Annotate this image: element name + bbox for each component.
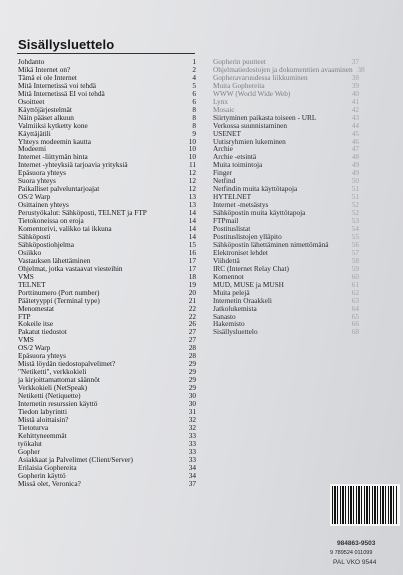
toc-entry-page: 53 (351, 216, 359, 226)
toc-entry-text: Käyttäjätili (18, 128, 51, 138)
toc-entry-text: Suora yhteys (18, 176, 56, 186)
toc-entry-text: VMS (18, 335, 34, 345)
toc-entry-text: Internetin Oraakkeli (213, 295, 272, 305)
toc-entry-page: 37 (351, 57, 359, 66)
toc-entry-page: 8 (192, 112, 196, 122)
toc-entry-text: Kehittyneemmät (18, 430, 67, 440)
toc-entry-page: 37 (188, 478, 196, 488)
toc-entry-page: 65 (351, 311, 359, 321)
toc-entry-page: 33 (188, 438, 196, 448)
toc-entry-page: 12 (188, 176, 196, 186)
toc-entry-page: 33 (188, 430, 196, 440)
toc-entry-text: Postituslistojen ylläpito (213, 231, 282, 241)
toc-entry-page: 49 (351, 168, 359, 178)
toc-entry-page: 16 (188, 247, 196, 257)
pal-code: PAL VKO 9544 (333, 559, 377, 566)
toc-entry-text: Erilaisia Gophereita (18, 462, 77, 472)
toc-entry-page: 33 (188, 454, 196, 464)
toc-entry-page: 29 (188, 375, 196, 385)
toc-entry-page: 4 (192, 72, 196, 82)
toc-entry-text: Osoitteet (18, 96, 45, 106)
toc-entry-text: Viihdettä (213, 255, 240, 265)
toc-entry-page: 28 (188, 343, 196, 353)
toc-entry-page: 14 (188, 224, 196, 234)
toc-entry-text: OS/2 Warp (18, 343, 51, 353)
toc-entry-page: 30 (188, 391, 196, 401)
toc-entry-text: MUD, MUSE ja MUSH (213, 279, 284, 289)
toc-entry-page: 42 (351, 104, 359, 114)
toc-entry-page: 5 (192, 80, 196, 90)
toc-entry-page: 61 (351, 279, 359, 289)
toc-entry-page: 26 (188, 319, 196, 329)
toc-entry-text: Komentorivi, valikko tai ikkuna (18, 224, 112, 234)
toc-entry-text: Menomestat (18, 303, 55, 313)
toc-entry-text: Sanasto (213, 311, 236, 321)
toc-entry-text: VMS (18, 271, 34, 281)
toc-entry-text: Internet -yhteyksiä tarjoavia yrityksiä (18, 160, 128, 170)
toc-entry-text: Gopheravaruudessa liikkuminen (213, 72, 308, 82)
toc-entry-page: 66 (351, 319, 359, 329)
toc-entry-page: 6 (192, 88, 196, 98)
toc-entry-text: Archie -etsintä (213, 152, 257, 162)
toc-entry-page: 57 (351, 247, 359, 257)
toc-entry-page: 21 (188, 295, 196, 305)
toc-entry-text: Osittainen yhteys (18, 200, 69, 210)
toc-entry-text: Sähköposti (18, 231, 51, 241)
toc-entry-text: Netiketti (Netiquette) (18, 391, 81, 401)
toc-entry-text: Muita toimintoja (213, 160, 263, 170)
toc-entry-page: 51 (351, 192, 359, 202)
toc-entry-page: 2 (192, 64, 196, 74)
toc-entry-page: 10 (188, 136, 196, 146)
toc-entry-page: 52 (351, 208, 359, 218)
toc-entry-text: HYTELNET (213, 192, 252, 202)
toc-entry-page: 17 (188, 263, 196, 273)
toc-entry-page: 44 (351, 120, 359, 130)
toc-entry-text: Näin pääset alkuun (18, 112, 74, 122)
toc-entry-page: 12 (188, 168, 196, 178)
toc-entry-page: 43 (351, 112, 359, 122)
toc-entry-page: 28 (188, 351, 196, 361)
toc-entry-text: Elektroniset lehdet (213, 247, 268, 257)
toc-entry-page: 13 (188, 192, 196, 202)
page-title: Sisällysluettelo (18, 37, 115, 52)
toc-entry-page: 12 (188, 184, 196, 194)
toc-entry-text: Hakemisto (213, 319, 245, 329)
toc-entry-text: Postituslistat (213, 224, 251, 234)
toc-entry-page: 54 (351, 224, 359, 234)
toc-entry-page: 68 (351, 327, 359, 337)
toc-entry-text: Internetin resurssien käyttö (18, 398, 98, 408)
toc-entry-text: Internet -metsästys (213, 200, 269, 210)
toc-entry-text: Komennot (213, 271, 244, 281)
toc-entry-page: 33 (188, 446, 196, 456)
toc-entry-text: Jatkolukemista (213, 303, 257, 313)
isbn-number: 9 789524 011099 (330, 550, 373, 556)
toc-entry-page: 58 (351, 255, 359, 265)
toc-entry-page: 63 (351, 295, 359, 305)
toc-entry-text: Verkkokieli (NetSpeak) (18, 383, 88, 393)
toc-entry-page: 22 (188, 303, 196, 313)
toc-entry-text: Johdanto (18, 57, 45, 66)
toc-entry (18, 440, 196, 448)
toc-entry-page: 38 (351, 72, 359, 82)
toc-entry-page: 31 (188, 406, 196, 416)
toc-entry-text: Epäsuora yhteys (18, 351, 67, 361)
toc-entry-page: 40 (351, 88, 359, 98)
toc-entry-page: 18 (188, 271, 196, 281)
toc-entry-text: Kokeile itse (18, 319, 54, 329)
toc-entry-text: Archie (213, 144, 233, 154)
toc-entry-page: 29 (188, 367, 196, 377)
toc-entry (18, 432, 196, 440)
toc-entry-page: 6 (192, 96, 196, 106)
toc-entry-text: Tietoturva (18, 422, 49, 432)
toc-entry-text: Muita pelejä (213, 287, 250, 297)
toc-entry-page: 64 (351, 303, 359, 313)
toc-entry-page: 17 (188, 255, 196, 265)
toc-entry-page: 22 (188, 311, 196, 321)
toc-entry-page: 14 (188, 216, 196, 226)
toc-entry (18, 90, 196, 98)
toc-entry-text: Internet -liittymän hinta (18, 152, 88, 162)
toc-entry-text: USENET (213, 128, 241, 138)
toc-entry-text: Missä olet, Veronica? (18, 478, 81, 488)
toc-entry-page: 38 (357, 64, 365, 74)
toc-entry-text: Gopher (18, 446, 40, 456)
toc-left-column (18, 58, 196, 487)
toc-entry-text: työkalut (18, 438, 42, 448)
toc-entry-text: IRC (Internet Relay Chat) (213, 263, 289, 273)
toc-entry-text: Sähköpostin lähettäminen nimettömänä (213, 239, 329, 249)
toc-entry-text: FTP (18, 311, 31, 321)
title-underline (17, 53, 195, 54)
toc-entry-text: Tiedon labyrintti (18, 406, 67, 416)
toc-entry-text: Perustyökalut: Sähköposti, TELNET ja FTP (18, 208, 147, 218)
toc-entry-text: Vastauksen lähettäminen (18, 255, 91, 265)
toc-entry (18, 328, 196, 336)
toc-entry-text: Epäsuora yhteys (18, 168, 67, 178)
toc-entry-text: Päätetyyppi (Terminal type) (18, 295, 100, 305)
toc-entry-page: 29 (188, 383, 196, 393)
toc-entry-text: Verkossa suunnistaminen (213, 120, 287, 130)
toc-entry (18, 480, 196, 488)
toc-entry-text: Sähköpostin muita käyttötapoja (213, 208, 306, 218)
toc-entry-page: 41 (351, 96, 359, 106)
toc-entry (18, 265, 196, 273)
toc-entry-page: 62 (351, 287, 359, 297)
toc-entry-text: Porttinumero (Port number) (18, 287, 100, 297)
toc-entry (213, 90, 359, 98)
toc-entry-page: 32 (188, 414, 196, 424)
toc-entry-page: 39 (351, 80, 359, 90)
toc-entry-text: FTPmail (213, 216, 239, 226)
toc-entry-page: 27 (188, 335, 196, 345)
toc-entry-page: 55 (351, 231, 359, 241)
toc-entry-text: Lynx (213, 96, 228, 106)
toc-entry-text: Mosaic (213, 104, 235, 114)
toc-entry (18, 241, 196, 249)
toc-entry-page: 14 (188, 208, 196, 218)
toc-entry-text: Mistä aloittaisin? (18, 414, 69, 424)
toc-entry-text: Muita Gophereita (213, 80, 265, 90)
toc-entry-page: 1 (192, 57, 196, 66)
toc-entry-page: 30 (188, 398, 196, 408)
barcode-code: 984863-9503 (337, 540, 376, 547)
toc-entry-page: 32 (188, 422, 196, 432)
toc-entry-text: Siirtyminen paikasta toiseen - URL (213, 112, 317, 122)
toc-entry (213, 138, 359, 146)
toc-entry-text: "Netiketti", verkkokieli (18, 367, 87, 377)
barcode (330, 484, 400, 526)
toc-entry-page: 11 (188, 160, 196, 170)
toc-entry-page: 46 (351, 136, 359, 146)
toc-entry-text: Valmiiksi kytketty kone (18, 120, 88, 130)
toc-entry-page: 15 (188, 239, 196, 249)
toc-entry-text: Uutisryhmien lukeminen (213, 136, 286, 146)
toc-entry (18, 305, 196, 313)
toc-entry-text: Yhteys modeemin kautta (18, 136, 91, 146)
toc-entry-page: 8 (192, 120, 196, 130)
toc-entry-text: Sisällysluettelo (213, 327, 258, 337)
toc-entry-page: 29 (188, 359, 196, 369)
toc-entry-text: Käyttöjärjestelmät (18, 104, 72, 114)
toc-entry-text: Mistä löydän tiedostopalvelimet? (18, 359, 116, 369)
toc-entry-page: 50 (351, 176, 359, 186)
toc-entry-page: 60 (351, 271, 359, 281)
toc-entry (213, 328, 359, 336)
toc-entry-page: 34 (188, 470, 196, 480)
toc-entry-text: TELNET (18, 279, 46, 289)
toc-entry-page: 45 (351, 128, 359, 138)
toc-entry-page: 59 (351, 263, 359, 273)
toc-entry-text: Gopherin puutteet (213, 57, 266, 66)
toc-entry-text: Tietokoneissa on eroja (18, 216, 84, 226)
toc-entry-page: 51 (351, 184, 359, 194)
toc-entry-page: 19 (188, 279, 196, 289)
toc-entry-page: 9 (192, 128, 196, 138)
toc-entry-text: Ohjelmatiedostojen ja dokumenttien avaaminen (213, 64, 353, 74)
toc-entry-text: OS/2 Warp (18, 192, 51, 202)
toc-entry-text: Mikä Internet on? (18, 64, 71, 74)
toc-entry-text: Modeemi (18, 144, 46, 154)
toc-entry-text: Asiakkaat ja Palvelimet (Client/Server) (18, 454, 133, 464)
toc-entry-text: Pakatut tiedostot (18, 327, 67, 337)
toc-entry-text: ja kirjoittamattomat säännöt (18, 375, 100, 385)
toc-entry-text: Mitä Internetissä EI voi tehdä (18, 88, 105, 98)
toc-entry-page: 47 (351, 144, 359, 154)
toc-right-column (213, 57, 365, 337)
toc-entry-page: 48 (351, 152, 359, 162)
toc-entry-text: Osiikko (18, 247, 42, 257)
toc-entry-page: 13 (188, 200, 196, 210)
toc-entry-page: 8 (192, 104, 196, 114)
toc-entry-page: 10 (188, 152, 196, 162)
toc-entry-text: Tämä ei ole Internet (18, 72, 77, 82)
toc-entry-page: 27 (188, 327, 196, 337)
toc-entry-text: Finger (213, 168, 233, 178)
toc-entry-page: 20 (188, 287, 196, 297)
toc-entry (213, 161, 359, 169)
toc-entry-text: Ohjelmat, jotka vastaavat viesteihin (18, 263, 123, 273)
toc-entry-page: 56 (351, 239, 359, 249)
toc-entry-text: Netfind (213, 176, 236, 186)
toc-entry-text: Paikalliset palveluntarjoajat (18, 184, 100, 194)
toc-entry-page: 14 (188, 231, 196, 241)
toc-entry-page: 34 (188, 462, 196, 472)
toc-entry-page: 10 (188, 144, 196, 154)
toc-entry (213, 98, 359, 106)
toc-entry-page: 49 (351, 160, 359, 170)
toc-entry-text: Netfindin muita käyttötapoja (213, 184, 298, 194)
toc-entry-text: Gopherin käyttö (18, 470, 66, 480)
toc-entry-text: Sähköpostiohjelma (18, 239, 74, 249)
toc-entry-text: Mitä Internetissä voi tehdä (18, 80, 97, 90)
toc-entry-text: WWW (World Wide Web) (213, 88, 291, 98)
toc-entry-page: 52 (351, 200, 359, 210)
